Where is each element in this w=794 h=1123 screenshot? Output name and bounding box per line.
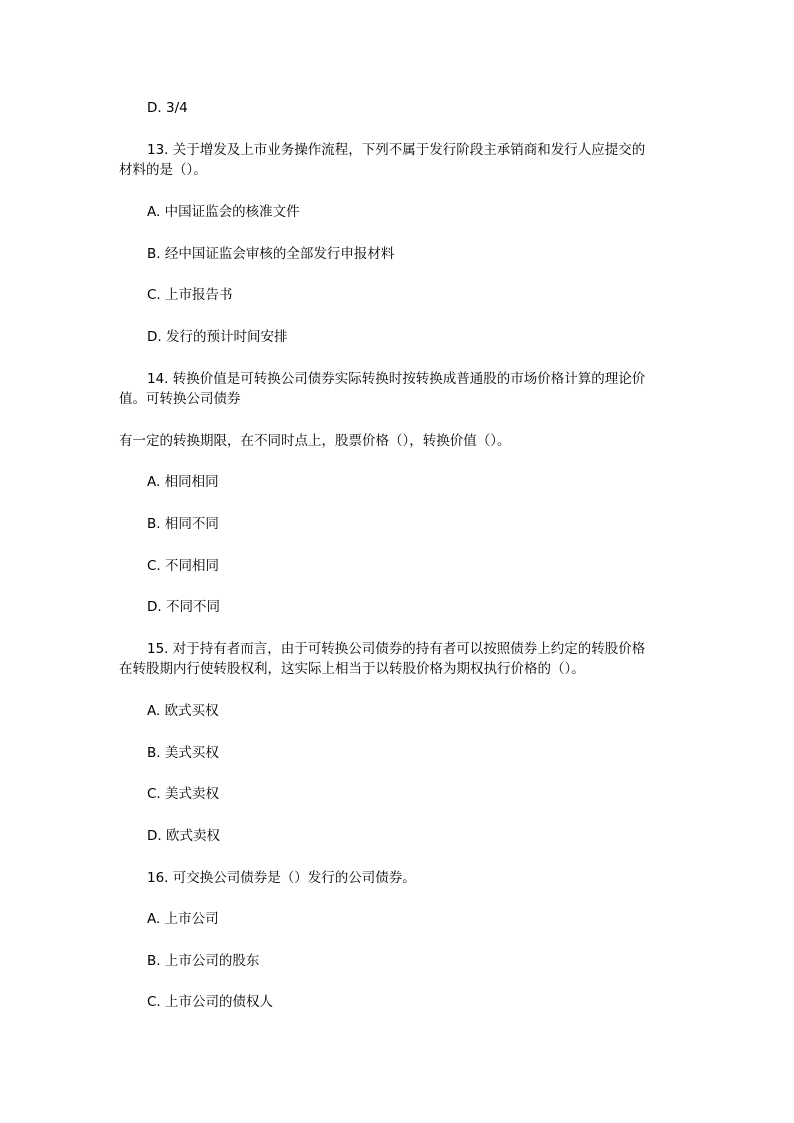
q15-option-d: D. 欧式卖权 (147, 828, 220, 844)
q13-option-b: B. 经中国证监会审核的全部发行申报材料 (147, 246, 395, 262)
q13-stem-line2: 材料的是（）。 (119, 162, 207, 178)
q15-stem-line2: 在转股期内行使转股权利，这实际上相当于以转股价格为期权执行价格的（）。 (119, 661, 585, 677)
q13-option-c: C. 上市报告书 (147, 287, 233, 303)
q14-stem-line3: 有一定的转换期限，在不同时点上，股票价格（），转换价值（）。 (119, 433, 511, 449)
q12-option-d: D. 3/4 (147, 100, 188, 116)
q15-option-a: A. 欧式买权 (147, 703, 219, 719)
q14-stem-line2: 值。可转换公司债券 (119, 391, 241, 407)
q15-option-c: C. 美式卖权 (147, 786, 220, 802)
q16-option-c: C. 上市公司的债权人 (147, 994, 274, 1010)
q16-option-b: B. 上市公司的股东 (147, 953, 260, 969)
q15-stem-line1: 15. 对于持有者而言，由于可转换公司债券的持有者可以按照债券上约定的转股价格 (147, 641, 646, 657)
q16-option-a: A. 上市公司 (147, 911, 219, 927)
q13-option-a: A. 中国证监会的核准文件 (147, 204, 300, 220)
q13-option-d: D. 发行的预计时间安排 (147, 329, 288, 345)
q14-stem-line1: 14. 转换价值是可转换公司债券实际转换时按转换成普通股的市场价格计算的理论价 (147, 371, 646, 387)
q13-stem-line1: 13. 关于增发及上市业务操作流程，下列不属于发行阶段主承销商和发行人应提交的 (147, 142, 646, 158)
q15-option-b: B. 美式买权 (147, 745, 219, 761)
q14-option-d: D. 不同不同 (147, 599, 220, 615)
q14-option-c: C. 不同相同 (147, 558, 220, 574)
q16-stem-line1: 16. 可交换公司债券是（）发行的公司债券。 (147, 870, 416, 886)
q14-option-b: B. 相同不同 (147, 516, 219, 532)
q14-option-a: A. 相同相同 (147, 474, 219, 490)
